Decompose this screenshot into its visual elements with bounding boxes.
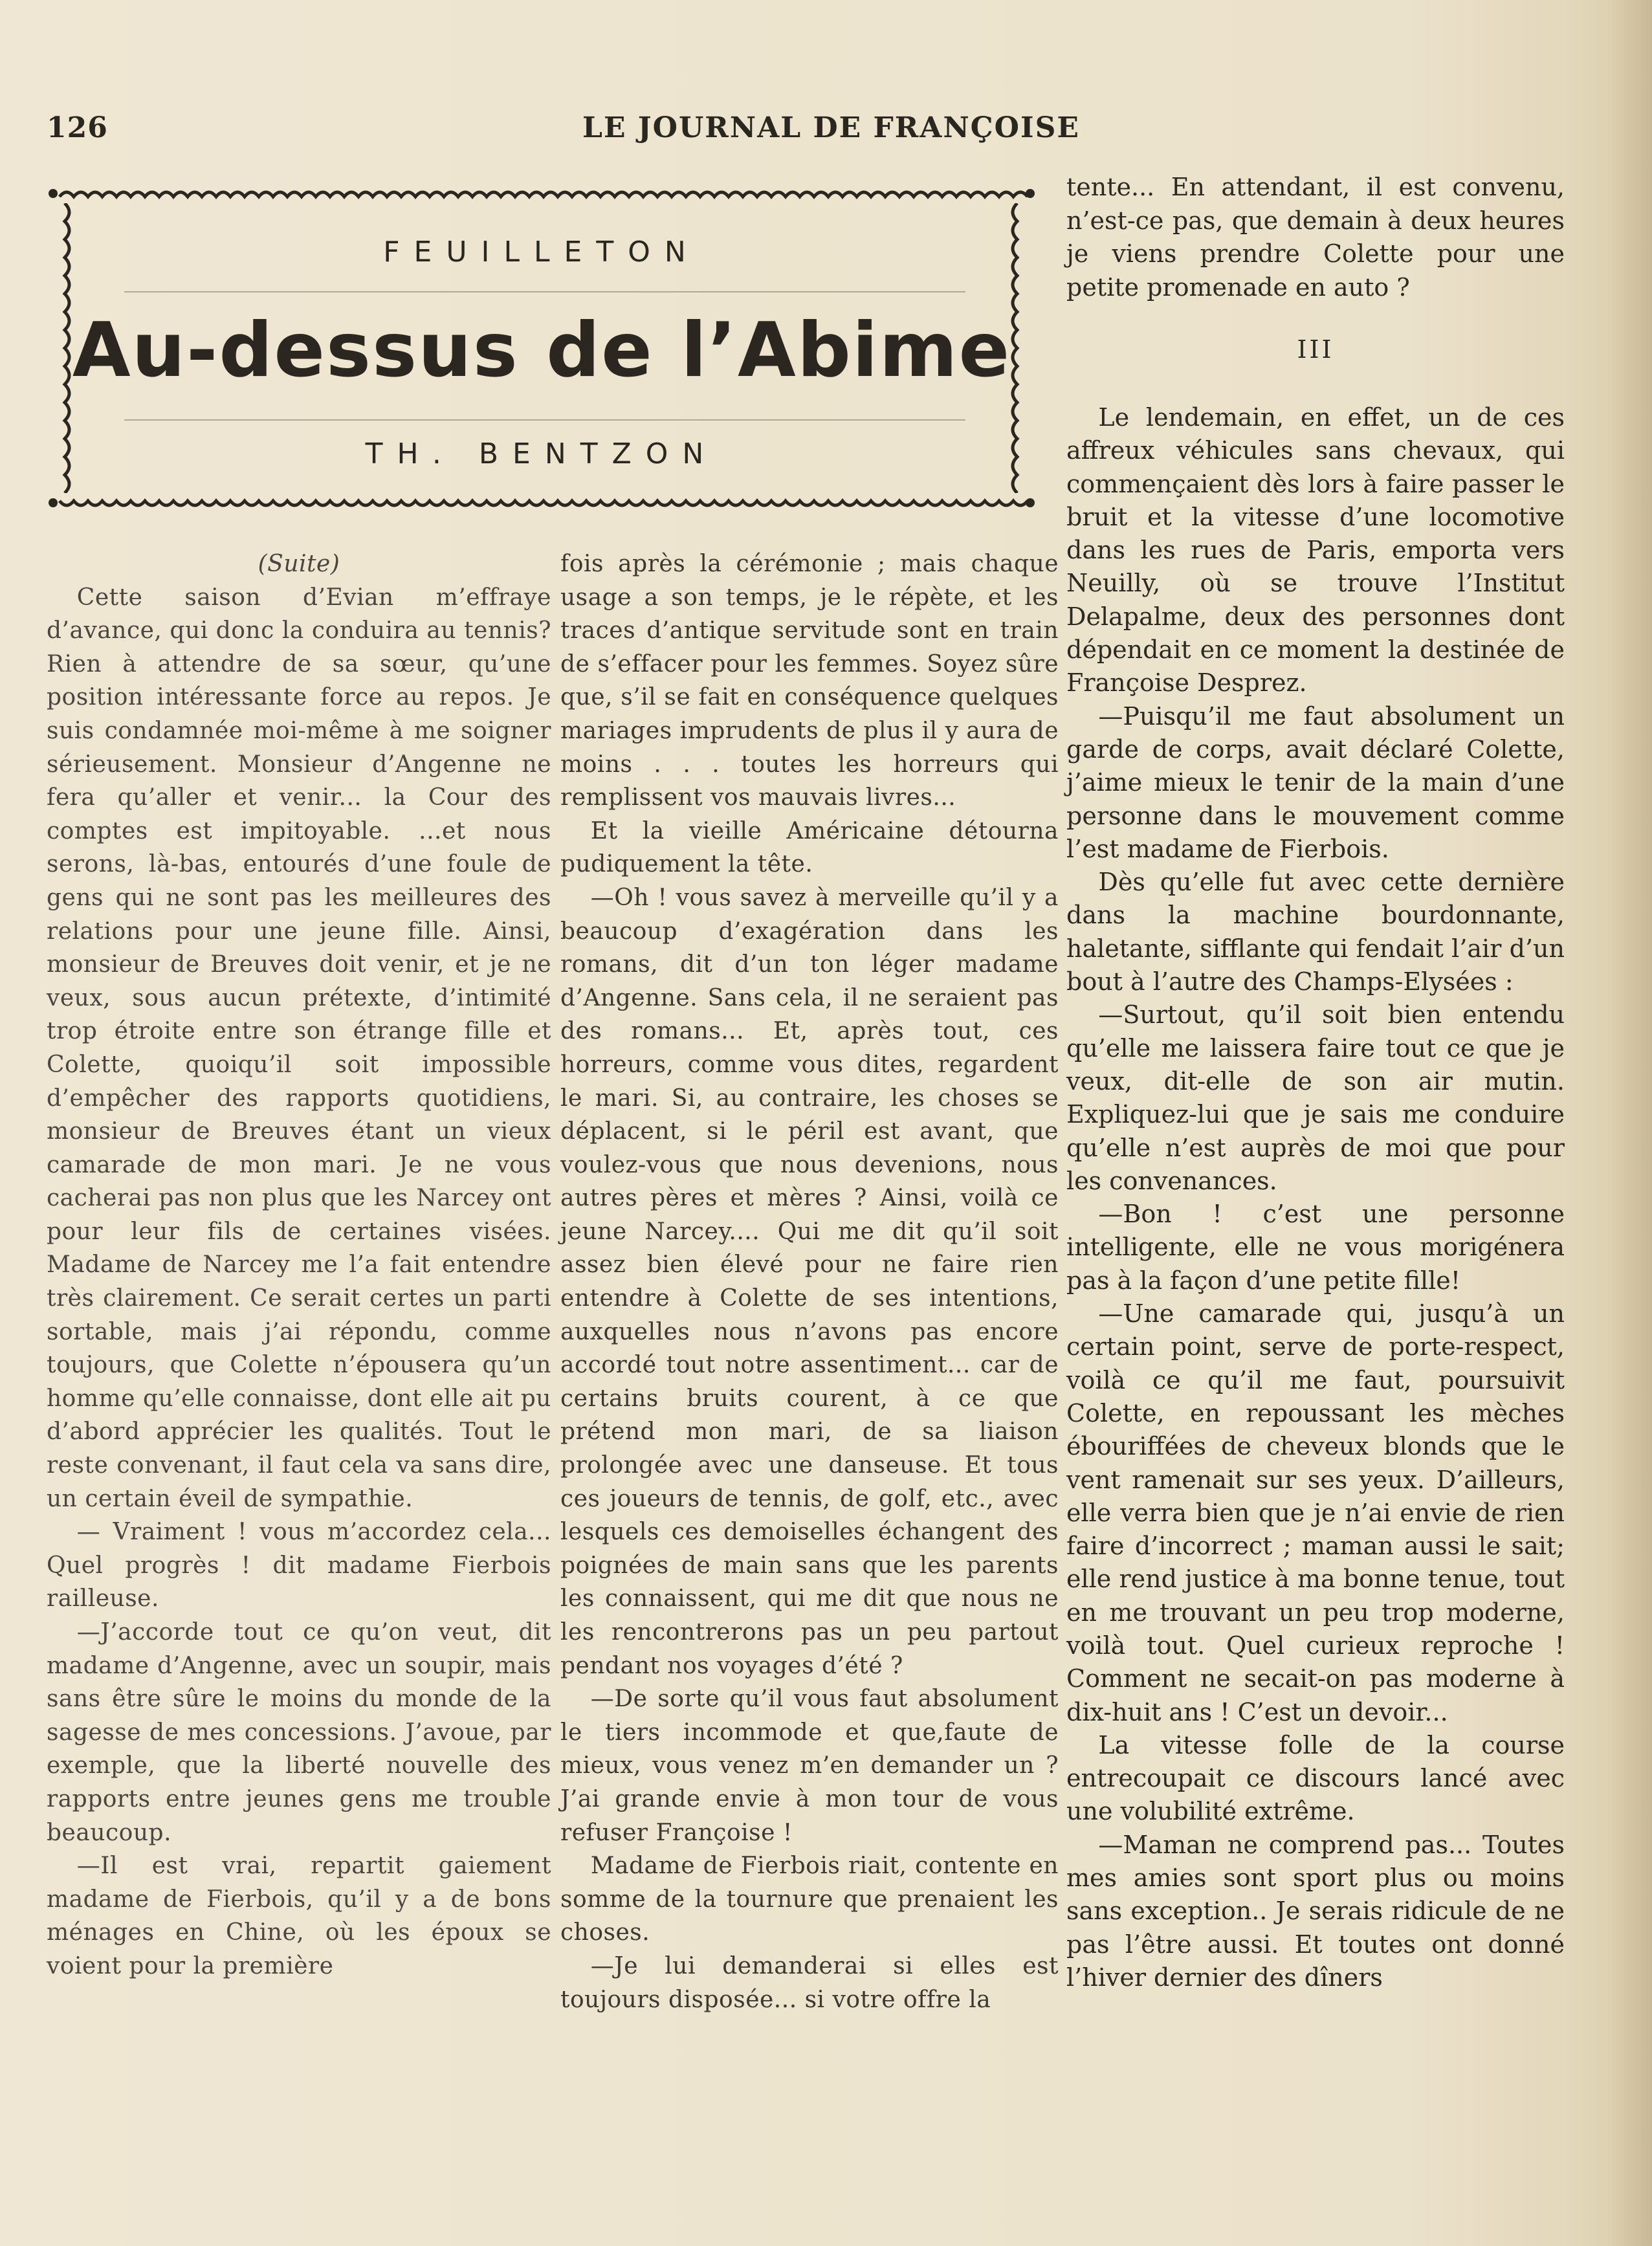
paragraph: tente... En attendant, il est convenu, n’est-ce pas, que demain à deux heures je viens prendre Colette pour une petite promenade en auto ?: [1066, 173, 1565, 302]
feuilleton-title-block: [47, 184, 1037, 514]
paragraph: —Une camarade qui, jusqu’à un certain point, serve de porte-respect, voilà ce qu’il me faut, poursuivit Colette, en repoussant les mèches ébouriffées de cheveux blonds que le vent ramenait sur ses yeux. D’ailleurs, elle verra bien que je n’ai envie de rien faire d’incorrect ; maman aussi le sait; elle rend justice à ma bonne tenue, tout en me trouvant un peu trop moderne, voilà tout. Quel curieux reproche ! Comment ne secait-on pas moderne à dix-huit ans ! C’est un devoir...: [1066, 1299, 1565, 1726]
text-column-left: [47, 547, 551, 1983]
story-title: Au-dessus de l’Abime: [72, 307, 1011, 394]
feuilleton-label: FEUILLETON: [383, 236, 700, 269]
paragraph: Le lendemain, en effet, un de ces affreux véhicules sans chevaux, qui commençaient dès lors à faire passer le bruit et la vitesse d’une locomotive dans les rues de Paris, emporta vers Neuilly, où se trouve l’Institut Delapalme, deux des personnes dont dépendait en ce moment la destinée de Françoise Desprez.: [1066, 403, 1565, 698]
running-title: LE JOURNAL DE FRANÇOISE: [582, 111, 1080, 144]
text-column-right: [1066, 401, 1565, 1994]
paragraph: —Je lui demanderai si elles est toujours disposée... si votre offre la: [560, 1952, 1059, 2013]
paragraph: —Surtout, qu’il soit bien entendu qu’elle me laissera faire tout ce que je veux, dit-elle de son air mutin. Expliquez-lui que je sais me conduire qu’elle n’est auprès de moi que pour les convenances.: [1066, 1000, 1565, 1195]
paragraph: fois après la cérémonie ; mais chaque usage a son temps, je le répète, et les traces d’antique servitude sont en train de s’effacer pour les femmes. Soyez sûre que, s’il se fait en conséquence quelques mariages imprudents de plus il y aura de moins . . . toutes les horreurs qui remplissent vos mauvais livres...: [560, 551, 1059, 811]
title-rule-upper: [124, 291, 965, 292]
chapter-number: III: [1297, 335, 1334, 364]
paragraph: —Il est vrai, repartit gaiement madame de Fierbois, qu’il y a de bons ménages en Chine, où les époux se voient pour la première: [47, 1853, 551, 1979]
suite-label: (Suite): [258, 551, 340, 577]
title-rule-lower: [124, 419, 965, 421]
ornament-border-top: [47, 184, 1037, 203]
paragraph: —De sorte qu’il vous faut absolument le tiers incommode et que,faute de mieux, vous venez m’en demander un ? J’ai grande envie à mon tour de vous refuser Françoise !: [560, 1686, 1059, 1846]
paragraph: Madame de Fierbois riait, contente en somme de la tournure que prenaient les choses.: [560, 1853, 1059, 1946]
binding-shadow: [1605, 0, 1652, 2246]
paragraph: Cette saison d’Evian m’effraye d’avance, qui donc la conduira au tennis? Rien à attendre de sa sœur, qu’une position intéressante force au repos. Je suis condamnée moi-même à me soigner sérieusement. Monsieur d’Angenne ne fera qu’aller et venir... la Cour des comptes est impitoyable. ...et nous serons, là-bas, entourés d’une foule de gens qui ne sont pas les meilleures des relations pour une jeune fille. Ainsi, monsieur de Breuves doit venir, et je ne veux, sous aucun prétexte, d’intimité trop étroite entre son étrange fille et Colette, quoiqu’il soit impossible d’empêcher des rapports quotidiens, monsieur de Breuves étant un vieux camarade de mon mari. Je ne vous cacherai pas non plus que les Narcey ont pour leur fils de certaines visées. Madame de Narcey me l’a fait entendre très clairement. Ce serait certes un parti sortable, mais j’ai répondu, comme toujours, que Colette n’épousera qu’un homme qu’elle connaisse, dont elle ait pu d’abord apprécier les qualités. Tout le reste convenant, il faut cela va sans dire, un certain éveil de sympathie.: [47, 584, 551, 1512]
ornament-border-bottom: [47, 493, 1037, 512]
story-author: TH. BENTZON: [365, 437, 718, 470]
text-column-middle: [560, 547, 1059, 2016]
paragraph: —J’accorde tout ce qu’on veut, dit madame d’Angenne, avec un soupir, mais sans être sûre le moins du monde de la sagesse de mes concessions. J’avoue, par exemple, que la liberté nouvelle des rapports entre jeunes gens me trouble beaucoup.: [47, 1619, 551, 1846]
page-number: 126: [47, 111, 108, 144]
paragraph: La vitesse folle de la course entrecoupait ce discours lancé avec une volubilité extrême.: [1066, 1730, 1565, 1826]
paragraph: —Bon ! c’est une personne intelligente, elle ne vous morigénera pas à la façon d’une petite fille!: [1066, 1200, 1565, 1295]
paragraph: Dès qu’elle fut avec cette dernière dans la machine bourdonnante, haletante, sifflante qui fendait l’air d’un bout à l’autre des Champs-Elysées :: [1066, 868, 1565, 996]
text-column-right-continuation: [1066, 171, 1565, 304]
paragraph: —Maman ne comprend pas... Toutes mes amies sont sport plus ou moins sans exception.. Je serais ridicule de ne pas l’être aussi. Et toutes ont donné l’hiver dernier des dîners: [1066, 1830, 1565, 1992]
paragraph: —Oh ! vous savez à merveille qu’il y a beaucoup d’exagération dans les romans, dit d’un ton léger madame d’Angenne. Sans cela, il ne seraient pas des romans... Et, après tout, ces horreurs, comme vous dites, regardent le mari. Si, au contraire, les choses se déplacent, si le péril est avant, que voulez-vous que nous devenions, nous autres pères et mères ? Ainsi, voilà ce jeune Narcey.... Qui me dit qu’il soit assez bien élevé pour ne faire rien entendre à Colette de ses intentions, auxquelles nous n’avons pas encore accordé tout notre assentiment... car de certains bruits courent, à ce que prétend mon mari, de sa liaison prolongée avec une danseuse. Et tous ces joueurs de tennis, de golf, etc., avec lesquels ces demoiselles échangent des poignées de main sans que les parents les connaissent, qui me dit que nous ne les rencontrerons pas un peu partout pendant nos voyages d’été ?: [560, 884, 1059, 1679]
paragraph: — Vraiment ! vous m’accordez cela... Quel progrès ! dit madame Fierbois railleuse.: [47, 1519, 551, 1613]
paragraph: Et la vieille Américaine détourna pudiquement la tête.: [560, 817, 1059, 878]
paragraph: —Puisqu’il me faut absolument un garde de corps, avait déclaré Colette, j’aime mieux le tenir de la main d’une personne dans le mouvement comme l’est madame de Fierbois.: [1066, 701, 1565, 863]
